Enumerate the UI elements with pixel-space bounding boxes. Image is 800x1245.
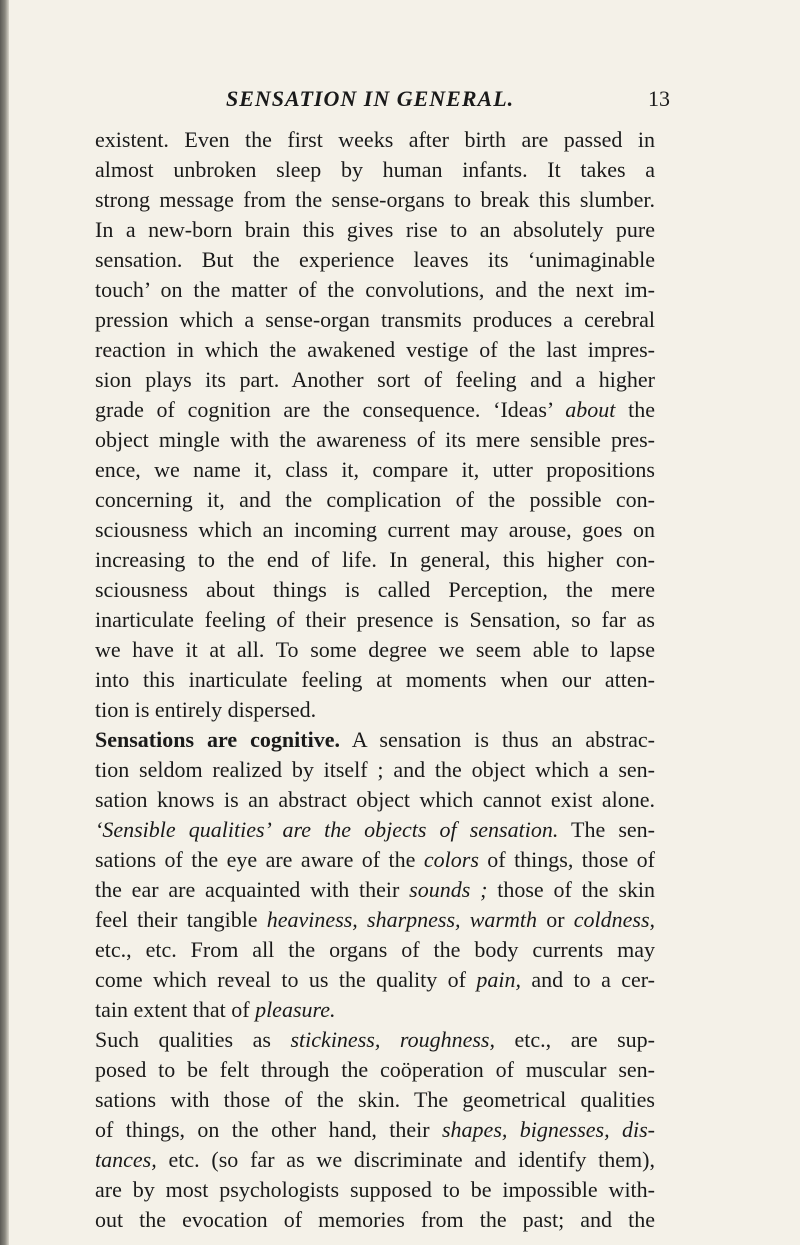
text-segment: Such qualities as	[95, 1027, 291, 1052]
text-segment: sensation. But the experience leaves its ‘unimaginable	[95, 247, 655, 272]
text-segment: come which reveal to us the quality of	[95, 967, 477, 992]
text-segment: tion seldom realized by itself ; and the object which a sen-	[95, 757, 655, 782]
text-segment: are by most psychologists supposed to be impossible with-	[95, 1177, 655, 1202]
text-segment: inarticulate feeling of their presence is Sensation, so far as	[95, 607, 655, 632]
text-segment: the	[615, 397, 655, 422]
text-segment: of things, those of	[478, 847, 655, 872]
text-line	[95, 245, 655, 275]
page-number: 13	[648, 86, 670, 111]
italic-text: shapes, bignesses, dis-	[442, 1117, 655, 1142]
text-line	[95, 155, 655, 185]
text-line	[95, 995, 655, 1025]
text-line	[95, 485, 655, 515]
page-binding-edge	[0, 0, 9, 1245]
text-segment: sciousness which an incoming current may arouse, goes on	[95, 517, 655, 542]
body-text	[95, 125, 655, 1235]
italic-text: pleasure.	[255, 997, 336, 1022]
text-line	[95, 905, 655, 935]
text-line	[95, 785, 655, 815]
text-line	[95, 455, 655, 485]
text-segment: sion plays its part. Another sort of feeling and a higher	[95, 367, 655, 392]
text-line	[95, 605, 655, 635]
text-segment: pression which a sense-organ transmits produces a cerebral	[95, 307, 655, 332]
text-line	[95, 845, 655, 875]
text-segment: the ear are acquainted with their	[95, 877, 410, 902]
text-line	[95, 875, 655, 905]
text-segment: etc., are sup-	[495, 1027, 655, 1052]
text-line	[95, 665, 655, 695]
text-line	[95, 1205, 655, 1235]
text-segment: or	[536, 907, 574, 932]
text-segment: strong message from the sense-organs to break this slumber.	[95, 187, 655, 212]
text-line	[95, 575, 655, 605]
text-line	[95, 1085, 655, 1115]
text-segment: of things, on the other hand, their	[95, 1117, 442, 1142]
text-line	[95, 425, 655, 455]
bold-heading-text: Sensations are cognitive.	[95, 727, 340, 752]
text-line	[95, 125, 655, 155]
text-segment: sation knows is an abstract object which cannot exist alone.	[95, 787, 655, 812]
text-segment: those of the skin	[487, 877, 655, 902]
text-line	[95, 815, 655, 845]
text-segment: increasing to the end of life. In general, this higher con-	[95, 547, 655, 572]
text-segment: almost unbroken sleep by human infants. It takes a	[95, 157, 655, 182]
text-line	[95, 635, 655, 665]
text-segment: grade of cognition are the consequence. ‘Ideas’	[95, 397, 566, 422]
text-line	[95, 1175, 655, 1205]
text-segment: tain extent that of	[95, 997, 256, 1022]
text-line	[95, 275, 655, 305]
text-line	[95, 215, 655, 245]
text-line	[95, 185, 655, 215]
text-line	[95, 965, 655, 995]
text-segment: out the evocation of memories from the past; and the	[95, 1207, 655, 1232]
text-segment: touch’ on the matter of the convolutions, and the next im-	[95, 277, 655, 302]
text-segment: etc. (so far as we discriminate and identify them),	[156, 1147, 655, 1172]
text-line	[95, 725, 655, 755]
italic-text: pain,	[476, 967, 521, 992]
italic-text: about	[565, 397, 616, 422]
text-segment: reaction in which the awakened vestige of the last impres-	[95, 337, 655, 362]
text-segment: In a new-born brain this gives rise to an absolutely pure	[95, 217, 655, 242]
text-segment: into this inarticulate feeling at moments when our atten-	[95, 667, 655, 692]
text-line	[95, 935, 655, 965]
page-header	[0, 80, 800, 114]
text-segment: and to a cer-	[520, 967, 655, 992]
text-segment: etc., etc. From all the organs of the body currents may	[95, 937, 655, 962]
text-segment: sations with those of the skin. The geometrical qualities	[95, 1087, 655, 1112]
text-line	[95, 695, 655, 725]
text-segment: concerning it, and the complication of the possible con-	[95, 487, 655, 512]
text-segment: A sensation is thus an abstrac-	[339, 727, 655, 752]
text-line	[95, 335, 655, 365]
text-line	[95, 1115, 655, 1145]
italic-text: heaviness, sharpness, warmth	[266, 907, 537, 932]
running-head: SENSATION IN GENERAL.	[226, 86, 515, 111]
italic-text: coldness,	[573, 907, 655, 932]
italic-text: stickiness, roughness,	[290, 1027, 495, 1052]
text-segment: tion is entirely dispersed.	[95, 697, 317, 722]
text-line	[95, 755, 655, 785]
italic-text: sounds ;	[409, 877, 488, 902]
text-segment: The sen-	[558, 817, 655, 842]
italic-text: tances,	[95, 1147, 157, 1172]
text-line	[95, 395, 655, 425]
text-line	[95, 515, 655, 545]
italic-text: ‘Sensible qualities’ are the objects of sensation.	[95, 817, 559, 842]
text-line	[95, 1025, 655, 1055]
text-line	[95, 1145, 655, 1175]
italic-text: colors	[423, 847, 479, 872]
text-segment: feel their tangible	[95, 907, 267, 932]
text-line	[95, 365, 655, 395]
text-line	[95, 1055, 655, 1085]
text-segment: sations of the eye are aware of the	[95, 847, 424, 872]
text-segment: posed to be felt through the coöperation of muscular sen-	[95, 1057, 655, 1082]
text-segment: existent. Even the first weeks after birth are passed in	[95, 127, 655, 152]
text-segment: sciousness about things is called Perception, the mere	[95, 577, 655, 602]
text-segment: we have it at all. To some degree we seem able to lapse	[95, 637, 655, 662]
text-line	[95, 305, 655, 335]
text-segment: ence, we name it, class it, compare it, utter propositions	[95, 457, 655, 482]
text-segment: object mingle with the awareness of its mere sensible pres-	[95, 427, 655, 452]
text-line	[95, 545, 655, 575]
